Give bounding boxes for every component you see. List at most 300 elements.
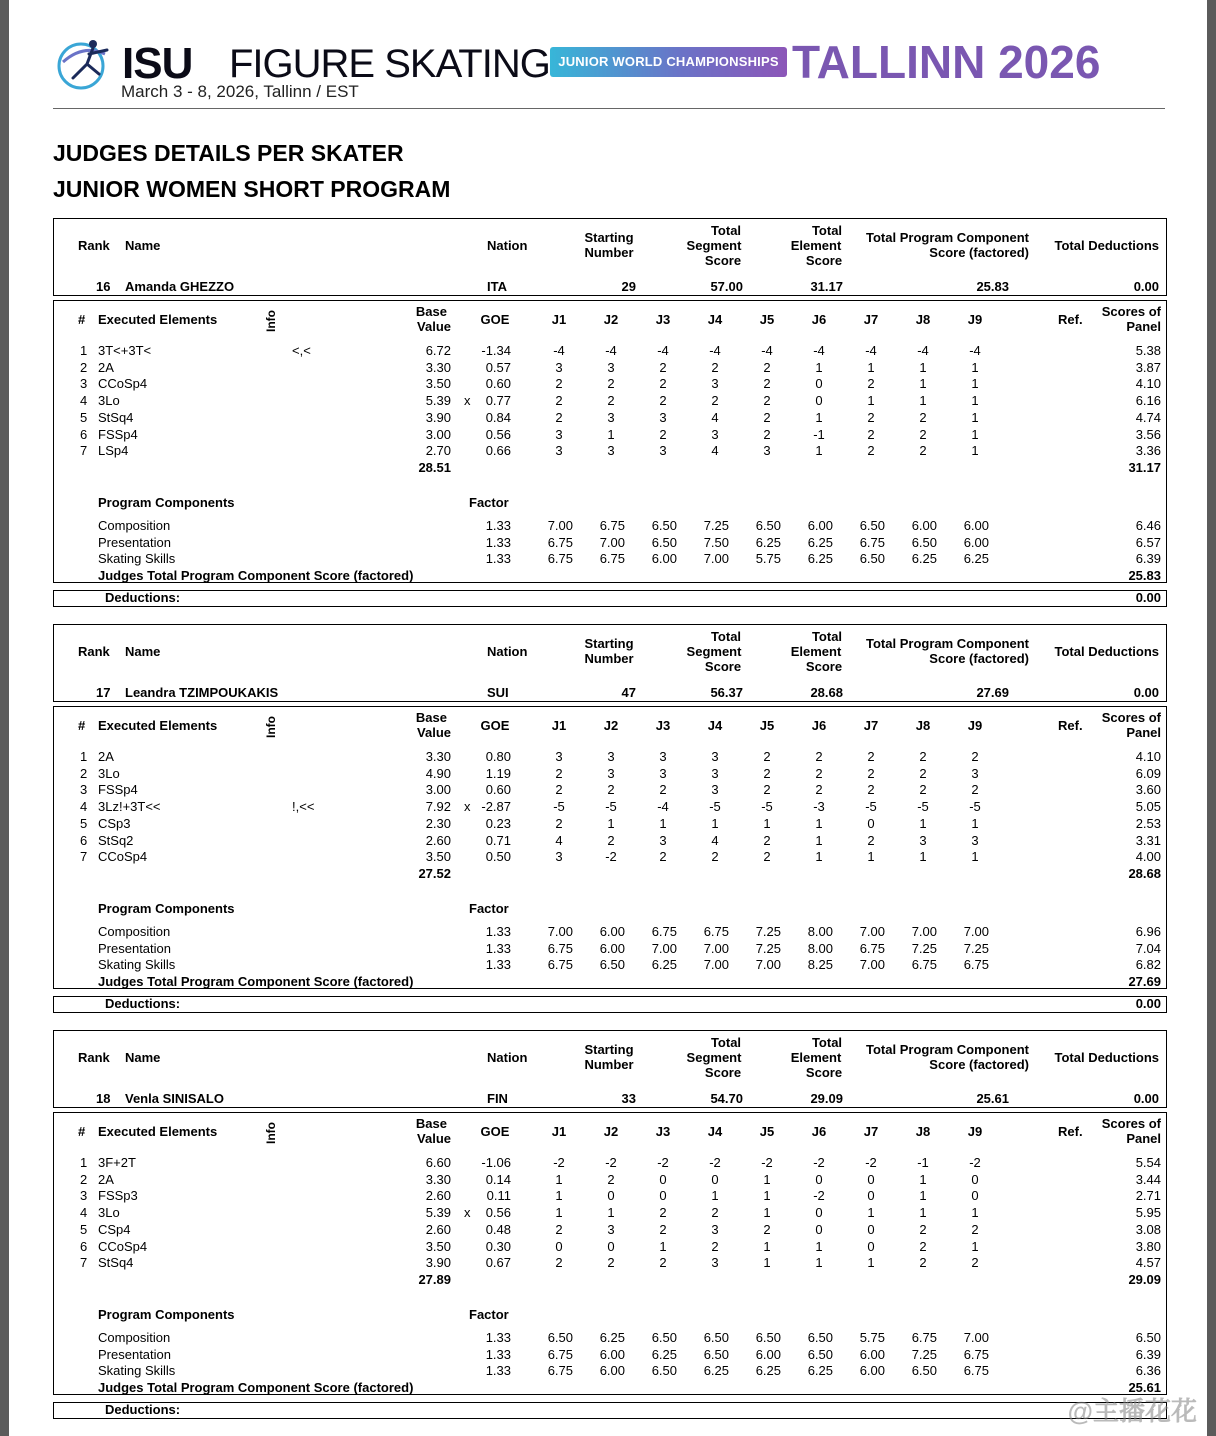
judge-label-j8: J8 <box>915 312 931 327</box>
component-judge-score: 7.00 <box>963 1330 989 1345</box>
element-number: 5 <box>80 815 88 831</box>
element-judge-score: -2 <box>865 1155 877 1170</box>
component-judge-score: 6.50 <box>651 518 677 533</box>
component-factor: 1.33 <box>485 518 511 533</box>
component-judge-score: 6.25 <box>807 551 833 567</box>
component-judge-score: 7.00 <box>547 924 573 939</box>
element-number: 5 <box>80 1221 88 1237</box>
element-judge-score: 4 <box>711 832 719 848</box>
component-judge-score: 6.50 <box>651 534 677 550</box>
component-judge-score: 6.75 <box>651 924 677 939</box>
element-goe: 0.23 <box>485 815 511 831</box>
element-code: StSq4 <box>98 409 134 425</box>
deductions-row-label: Deductions: <box>105 996 181 1011</box>
element-judge-score: 2 <box>763 359 771 375</box>
element-judge-score: 1 <box>763 1171 771 1187</box>
element-bv-bonus-mark: x <box>464 799 471 815</box>
element-judge-score: 2 <box>919 749 927 764</box>
element-judge-score: 1 <box>815 1255 823 1271</box>
starting-number-label: Starting <box>584 636 634 651</box>
component-judge-score: 6.25 <box>703 1363 729 1379</box>
element-judge-score: 1 <box>971 1205 979 1221</box>
element-code: CSp4 <box>98 1221 131 1237</box>
rank-label: Rank <box>78 1050 110 1065</box>
report-title: JUDGES DETAILS PER SKATER <box>53 140 404 166</box>
component-judge-score: 6.50 <box>911 534 937 550</box>
element-judge-score: 0 <box>711 1171 719 1187</box>
element-judge-score: 1 <box>971 376 979 392</box>
element-judge-score: 1 <box>919 815 927 831</box>
element-judge-score: 1 <box>867 1255 875 1271</box>
deductions-row-label: Deductions: <box>105 590 181 605</box>
element-judge-score: 0 <box>815 376 823 392</box>
skater-rank: 18 <box>96 1091 111 1106</box>
element-judge-score: -2 <box>605 1155 617 1170</box>
element-judge-score: 3 <box>763 443 771 459</box>
element-judge-score: 1 <box>815 359 823 375</box>
component-name: Presentation <box>98 534 171 550</box>
element-judge-score: 1 <box>971 1238 979 1254</box>
element-goe: 0.14 <box>485 1171 511 1187</box>
element-goe: 0.60 <box>485 376 511 392</box>
element-judge-score: 3 <box>555 849 563 865</box>
element-judge-score: 2 <box>555 1255 563 1271</box>
judge-label-j4: J4 <box>707 312 723 327</box>
tss-label: Score <box>704 1065 742 1080</box>
skater-rank: 16 <box>96 279 111 294</box>
element-judge-score: 1 <box>919 376 927 392</box>
element-number: 6 <box>80 1238 88 1254</box>
element-number: 3 <box>80 376 88 392</box>
component-judge-score: 7.00 <box>703 940 729 956</box>
element-judge-score: 2 <box>555 815 563 831</box>
element-judge-score: 2 <box>711 393 719 409</box>
element-judge-score: 2 <box>711 1205 719 1221</box>
element-base-value: 6.60 <box>425 1155 451 1170</box>
element-panel-score: 3.36 <box>1135 443 1161 459</box>
element-number: 1 <box>80 749 88 764</box>
element-judge-score: 0 <box>867 1171 875 1187</box>
component-panel-score: 6.39 <box>1135 1346 1161 1362</box>
element-goe: -1.06 <box>481 1155 511 1170</box>
judge-label-j5: J5 <box>759 718 775 733</box>
element-code: 3Lo <box>98 393 120 409</box>
element-judge-score: 2 <box>763 1221 771 1237</box>
element-judge-score: 2 <box>607 832 615 848</box>
pcs-label: Total Program Component <box>866 1042 1029 1057</box>
element-judge-score: 4 <box>711 409 719 425</box>
element-judge-score: 1 <box>555 1188 563 1204</box>
element-judge-score: 2 <box>867 443 875 459</box>
element-judge-score: -5 <box>761 799 773 815</box>
component-name: Skating Skills <box>98 957 176 973</box>
component-factor: 1.33 <box>485 534 511 550</box>
pcs-label: Total Program Component <box>866 636 1029 651</box>
scores-of-panel-label: Panel <box>1126 1131 1161 1146</box>
element-judge-score: 2 <box>659 376 667 392</box>
element-panel-score: 6.16 <box>1135 393 1161 409</box>
element-base-value: 2.70 <box>425 443 451 459</box>
element-judge-score: 2 <box>919 1255 927 1271</box>
element-base-value: 3.90 <box>425 1255 451 1271</box>
element-judge-score: 2 <box>867 409 875 425</box>
base-value-total: 27.89 <box>418 1272 451 1287</box>
element-judge-score: 1 <box>867 393 875 409</box>
element-judge-score: 0 <box>971 1171 979 1187</box>
element-judge-score: 2 <box>763 749 771 764</box>
element-code: 3T<+3T< <box>98 343 152 358</box>
element-judge-score: -2 <box>605 849 617 865</box>
element-number: 5 <box>80 409 88 425</box>
element-number: 4 <box>80 1205 88 1221</box>
component-judge-score: 6.00 <box>599 940 625 956</box>
component-judge-score: 6.75 <box>547 534 573 550</box>
element-judge-score: 3 <box>607 1221 615 1237</box>
component-judge-score: 6.50 <box>755 1330 781 1345</box>
element-judge-score: 2 <box>763 393 771 409</box>
element-judge-score: 3 <box>919 832 927 848</box>
base-value-total: 28.51 <box>418 460 451 475</box>
component-judge-score: 7.00 <box>859 957 885 973</box>
judge-label-j9: J9 <box>967 1124 983 1139</box>
element-judge-score: 1 <box>971 393 979 409</box>
element-base-value: 4.90 <box>425 765 451 781</box>
judge-label-j2: J2 <box>603 718 619 733</box>
element-judge-score: 2 <box>867 426 875 442</box>
element-info: <,< <box>292 343 311 358</box>
judge-label-j3: J3 <box>655 718 671 733</box>
rank-label: Rank <box>78 238 110 253</box>
tss-label: Segment <box>686 238 742 253</box>
component-judge-score: 6.75 <box>547 1363 573 1379</box>
component-judge-score: 7.25 <box>703 518 729 533</box>
element-goe: 0.60 <box>485 782 511 798</box>
component-judge-score: 6.75 <box>599 551 625 567</box>
element-base-value: 3.50 <box>425 849 451 865</box>
element-judge-score: 1 <box>659 815 667 831</box>
element-goe: 0.56 <box>485 426 511 442</box>
judge-label-j5: J5 <box>759 1124 775 1139</box>
element-judge-score: 2 <box>971 749 979 764</box>
element-goe: 0.56 <box>485 1205 511 1221</box>
element-judge-score: -1 <box>813 426 825 442</box>
component-judge-score: 6.50 <box>599 957 625 973</box>
element-judge-score: 1 <box>711 1188 719 1204</box>
element-judge-score: -4 <box>709 343 721 358</box>
tss-label: Segment <box>686 644 742 659</box>
element-panel-score: 5.38 <box>1135 343 1161 358</box>
element-panel-score: 5.95 <box>1135 1205 1161 1221</box>
component-judge-score: 7.00 <box>547 518 573 533</box>
element-number: 2 <box>80 765 88 781</box>
name-label: Name <box>125 238 161 253</box>
element-judge-score: 2 <box>763 765 771 781</box>
skater-start-number: 47 <box>621 685 636 700</box>
component-judge-score: 6.75 <box>547 957 573 973</box>
element-judge-score: 3 <box>711 782 719 798</box>
element-judge-score: 1 <box>971 359 979 375</box>
element-panel-score: 3.31 <box>1135 832 1161 848</box>
element-number: 1 <box>80 343 88 358</box>
deductions-row-label: Deductions: <box>105 1402 181 1417</box>
component-judge-score: 6.75 <box>703 924 729 939</box>
element-judge-score: 1 <box>607 426 615 442</box>
skater-nation: ITA <box>487 279 507 294</box>
judge-label-j9: J9 <box>967 718 983 733</box>
tss-label: Total <box>710 223 742 238</box>
element-judge-score: 3 <box>555 359 563 375</box>
element-number: 1 <box>80 1155 88 1170</box>
scores-of-panel-label: Scores of <box>1101 304 1161 319</box>
element-judge-score: 1 <box>919 359 927 375</box>
component-judge-score: 6.00 <box>911 518 937 533</box>
element-judge-score: 3 <box>711 1221 719 1237</box>
rank-label: Rank <box>78 644 110 659</box>
component-judge-score: 6.00 <box>859 1346 885 1362</box>
component-judge-score: 6.75 <box>547 551 573 567</box>
element-judge-score: 2 <box>659 393 667 409</box>
element-judge-score: 2 <box>919 782 927 798</box>
judge-label-j1: J1 <box>551 1124 567 1139</box>
info-label: Info <box>264 716 278 738</box>
segment-title: JUNIOR WOMEN SHORT PROGRAM <box>53 176 451 202</box>
element-judge-score: 1 <box>971 849 979 865</box>
element-judge-score: 2 <box>555 782 563 798</box>
element-judge-score: 2 <box>763 849 771 865</box>
element-judge-score: -5 <box>865 799 877 815</box>
component-judge-score: 6.50 <box>859 518 885 533</box>
component-judge-score: 6.25 <box>807 534 833 550</box>
deductions-box <box>53 996 1167 1013</box>
component-judge-score: 6.00 <box>963 534 989 550</box>
element-judge-score: -5 <box>709 799 721 815</box>
element-judge-score: 3 <box>659 765 667 781</box>
program-components-label: Program Components <box>98 901 235 916</box>
element-number: 7 <box>80 1255 88 1271</box>
component-judge-score: 7.00 <box>703 551 729 567</box>
element-judge-score: 3 <box>659 832 667 848</box>
starting-number-label: Number <box>584 1057 634 1072</box>
element-judge-score: 0 <box>815 1221 823 1237</box>
component-judge-score: 7.00 <box>651 940 677 956</box>
element-code: 3Lo <box>98 1205 120 1221</box>
element-judge-score: 2 <box>971 1221 979 1237</box>
skater-rank: 17 <box>96 685 111 700</box>
nation-label: Nation <box>487 238 528 253</box>
element-code: 2A <box>98 1171 114 1187</box>
component-judge-score: 8.25 <box>807 957 833 973</box>
element-judge-score: 1 <box>919 1188 927 1204</box>
element-panel-score: 4.10 <box>1135 749 1161 764</box>
component-factor: 1.33 <box>485 957 511 973</box>
name-label: Name <box>125 1050 161 1065</box>
skater-tss: 56.37 <box>710 685 743 700</box>
element-judge-score: 1 <box>763 1188 771 1204</box>
component-name: Composition <box>98 518 171 533</box>
base-value-label: Base <box>415 1116 447 1131</box>
judge-label-j3: J3 <box>655 1124 671 1139</box>
goe-label: GOE <box>480 312 510 327</box>
element-code: CCoSp4 <box>98 1238 148 1254</box>
info-label: Info <box>264 310 278 332</box>
element-judge-score: 1 <box>867 1205 875 1221</box>
base-value-label: Value <box>417 319 451 334</box>
skater-tes: 31.17 <box>810 279 843 294</box>
pcs-label: Total Program Component <box>866 230 1029 245</box>
element-judge-score: -4 <box>917 343 929 358</box>
element-judge-score: 1 <box>763 1205 771 1221</box>
element-code: LSp4 <box>98 443 129 459</box>
component-judge-score: 7.25 <box>911 940 937 956</box>
element-judge-score: 2 <box>659 1205 667 1221</box>
component-panel-score: 6.36 <box>1135 1363 1161 1379</box>
element-judge-score: 3 <box>659 749 667 764</box>
element-judge-score: 0 <box>607 1188 615 1204</box>
element-judge-score: -3 <box>813 799 825 815</box>
tes-label: Element <box>790 1050 842 1065</box>
element-judge-score: 0 <box>659 1171 667 1187</box>
judges-total-pcs-label: Judges Total Program Component Score (factored) <box>98 568 414 583</box>
hash-label: # <box>78 312 86 327</box>
component-judge-score: 6.50 <box>703 1346 729 1362</box>
element-judge-score: 2 <box>607 393 615 409</box>
nation-label: Nation <box>487 644 528 659</box>
tss-label: Total <box>710 1035 742 1050</box>
element-judge-score: 2 <box>763 376 771 392</box>
element-judge-score: 2 <box>867 749 875 764</box>
element-judge-score: 1 <box>971 426 979 442</box>
element-judge-score: 1 <box>919 1171 927 1187</box>
element-judge-score: 1 <box>763 1238 771 1254</box>
tss-label: Score <box>704 659 742 674</box>
component-judge-score: 7.00 <box>703 957 729 973</box>
element-base-value: 2.30 <box>425 815 451 831</box>
element-judge-score: 2 <box>763 832 771 848</box>
component-judge-score: 5.75 <box>859 1330 885 1345</box>
element-judge-score: 1 <box>815 1238 823 1254</box>
judge-label-j3: J3 <box>655 312 671 327</box>
skater-name: Venla SINISALO <box>125 1091 224 1106</box>
judge-label-j5: J5 <box>759 312 775 327</box>
element-judge-score: 2 <box>659 782 667 798</box>
element-judge-score: 1 <box>867 849 875 865</box>
skater-tes: 28.68 <box>810 685 843 700</box>
starting-number-label: Number <box>584 651 634 666</box>
tss-label: Score <box>704 253 742 268</box>
element-info: !,<< <box>292 799 315 815</box>
component-judge-score: 6.25 <box>911 551 937 567</box>
element-judge-score: 1 <box>971 409 979 425</box>
tes-label: Score <box>805 253 843 268</box>
scores-of-panel-label: Scores of <box>1101 710 1161 725</box>
element-judge-score: 2 <box>815 749 823 764</box>
component-judge-score: 6.75 <box>547 1346 573 1362</box>
deductions-label: Total Deductions <box>1054 1050 1159 1065</box>
element-judge-score: 2 <box>555 765 563 781</box>
judge-label-j1: J1 <box>551 718 567 733</box>
element-judge-score: -5 <box>553 799 565 815</box>
skater-pcs: 25.61 <box>976 1091 1009 1106</box>
element-panel-score: 4.00 <box>1135 849 1161 865</box>
component-judge-score: 6.25 <box>651 957 677 973</box>
header-divider <box>53 108 1165 109</box>
factor-label: Factor <box>469 901 509 916</box>
deductions-box <box>53 1402 1167 1419</box>
deductions-label: Total Deductions <box>1054 238 1159 253</box>
element-judge-score: 3 <box>711 376 719 392</box>
element-code: StSq4 <box>98 1255 134 1271</box>
hash-label: # <box>78 718 86 733</box>
element-judge-score: 3 <box>607 359 615 375</box>
deductions-value: 0.00 <box>1135 590 1161 605</box>
component-judge-score: 6.00 <box>963 518 989 533</box>
component-panel-score: 6.50 <box>1135 1330 1161 1345</box>
component-factor: 1.33 <box>485 1330 511 1345</box>
program-components-label: Program Components <box>98 495 235 510</box>
element-panel-score: 4.10 <box>1135 376 1161 392</box>
element-base-value: 3.00 <box>425 426 451 442</box>
component-factor: 1.33 <box>485 1346 511 1362</box>
component-judge-score: 7.00 <box>911 924 937 939</box>
element-panel-score: 3.87 <box>1135 359 1161 375</box>
factor-label: Factor <box>469 495 509 510</box>
element-judge-score: 2 <box>919 1221 927 1237</box>
element-judge-score: 2 <box>815 782 823 798</box>
element-goe: 0.11 <box>486 1188 511 1204</box>
judge-label-j8: J8 <box>915 1124 931 1139</box>
element-judge-score: 2 <box>659 426 667 442</box>
element-code: 3F+2T <box>98 1155 136 1170</box>
element-judge-score: 2 <box>711 1238 719 1254</box>
element-base-value: 2.60 <box>425 1221 451 1237</box>
element-panel-score: 3.80 <box>1135 1238 1161 1254</box>
element-judge-score: 1 <box>607 1205 615 1221</box>
element-judge-score: 3 <box>659 409 667 425</box>
element-code: 2A <box>98 749 114 764</box>
element-judge-score: 2 <box>659 359 667 375</box>
element-judge-score: 1 <box>711 815 719 831</box>
element-number: 4 <box>80 799 88 815</box>
skater-nation: FIN <box>487 1091 508 1106</box>
element-judge-score: 2 <box>711 849 719 865</box>
element-panel-score: 4.74 <box>1135 409 1161 425</box>
element-judge-score: -5 <box>605 799 617 815</box>
element-judge-score: 2 <box>659 849 667 865</box>
component-judge-score: 5.75 <box>755 551 781 567</box>
element-judge-score: 0 <box>867 1238 875 1254</box>
element-panel-score: 2.71 <box>1135 1188 1161 1204</box>
judge-label-j9: J9 <box>967 312 983 327</box>
component-judge-score: 6.50 <box>547 1330 573 1345</box>
skater-pcs: 25.83 <box>976 279 1009 294</box>
skater-deductions: 0.00 <box>1133 1091 1159 1106</box>
element-judge-score: 3 <box>711 1255 719 1271</box>
skater-pcs: 27.69 <box>976 685 1009 700</box>
skater-tss: 57.00 <box>710 279 743 294</box>
component-factor: 1.33 <box>485 940 511 956</box>
element-judge-score: 1 <box>867 359 875 375</box>
element-goe: 0.71 <box>485 832 511 848</box>
component-judge-score: 6.50 <box>807 1330 833 1345</box>
element-judge-score: 3 <box>555 749 563 764</box>
judges-total-pcs: 27.69 <box>1128 974 1161 989</box>
element-judge-score: 3 <box>711 749 719 764</box>
element-judge-score: 2 <box>607 376 615 392</box>
element-goe: 0.30 <box>485 1238 511 1254</box>
scores-of-panel-label: Panel <box>1126 725 1161 740</box>
element-goe: 0.77 <box>485 393 511 409</box>
component-judge-score: 6.75 <box>599 518 625 533</box>
